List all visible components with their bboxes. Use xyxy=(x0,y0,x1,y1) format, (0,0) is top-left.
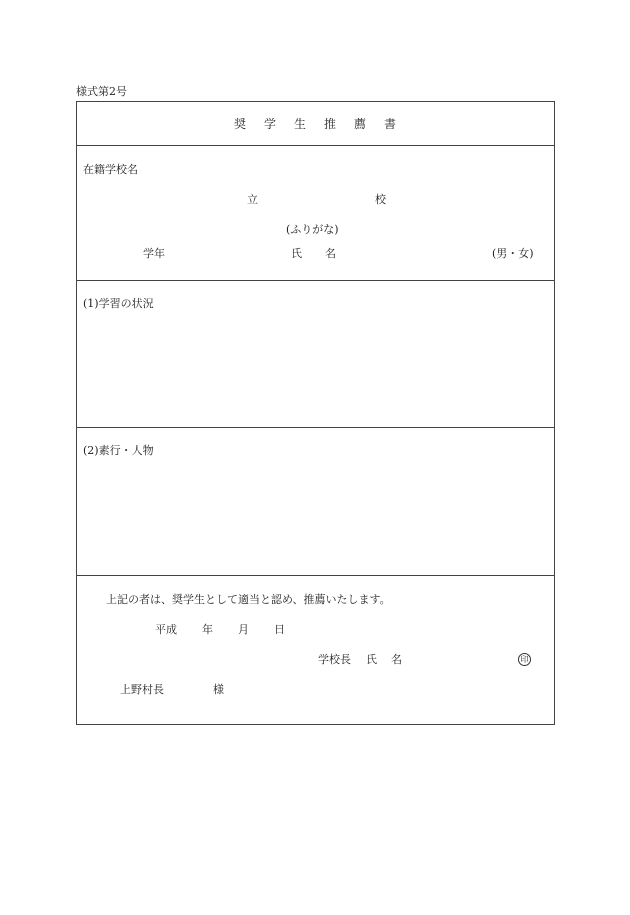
furigana-label: (ふりがな) xyxy=(286,223,339,236)
title-char: 学 xyxy=(263,117,276,131)
form-table xyxy=(76,101,555,725)
divider-section2 xyxy=(76,575,555,576)
addressee: 上野村長 xyxy=(120,683,164,696)
date-era: 平成 xyxy=(155,623,177,636)
honorific: 様 xyxy=(213,683,224,696)
title-char: 奨 xyxy=(233,117,246,131)
name-label-second: 名 xyxy=(325,247,336,260)
school-label: 在籍学校名 xyxy=(83,163,138,176)
section2-label: (2)素行・人物 xyxy=(83,444,154,457)
date-month: 月 xyxy=(238,623,249,636)
date-year: 年 xyxy=(202,623,213,636)
principal-name-first: 氏 xyxy=(366,653,377,666)
section1-label: (1)学習の状況 xyxy=(83,297,154,310)
date-day: 日 xyxy=(274,623,285,636)
page-title xyxy=(0,118,630,130)
seal-mark: 印 xyxy=(518,653,531,666)
principal-name-second: 名 xyxy=(391,653,402,666)
recommendation-statement: 上記の者は、奨学生として適当と認め、推薦いたします。 xyxy=(106,593,391,606)
grade-label: 学年 xyxy=(143,247,165,260)
title-char: 推 xyxy=(324,117,337,131)
title-char: 薦 xyxy=(354,117,367,131)
name-label-first: 氏 xyxy=(291,247,302,260)
form-number: 様式第2号 xyxy=(76,85,127,98)
principal-label: 学校長 xyxy=(318,653,351,666)
gender-label: (男・女) xyxy=(492,247,534,260)
school-kou: 校 xyxy=(375,193,386,206)
title-char: 書 xyxy=(384,117,397,131)
title-char: 生 xyxy=(293,117,306,131)
school-ritsu: 立 xyxy=(247,193,258,206)
divider-section1 xyxy=(76,427,555,428)
divider-student xyxy=(76,280,555,281)
divider-title xyxy=(76,145,555,146)
